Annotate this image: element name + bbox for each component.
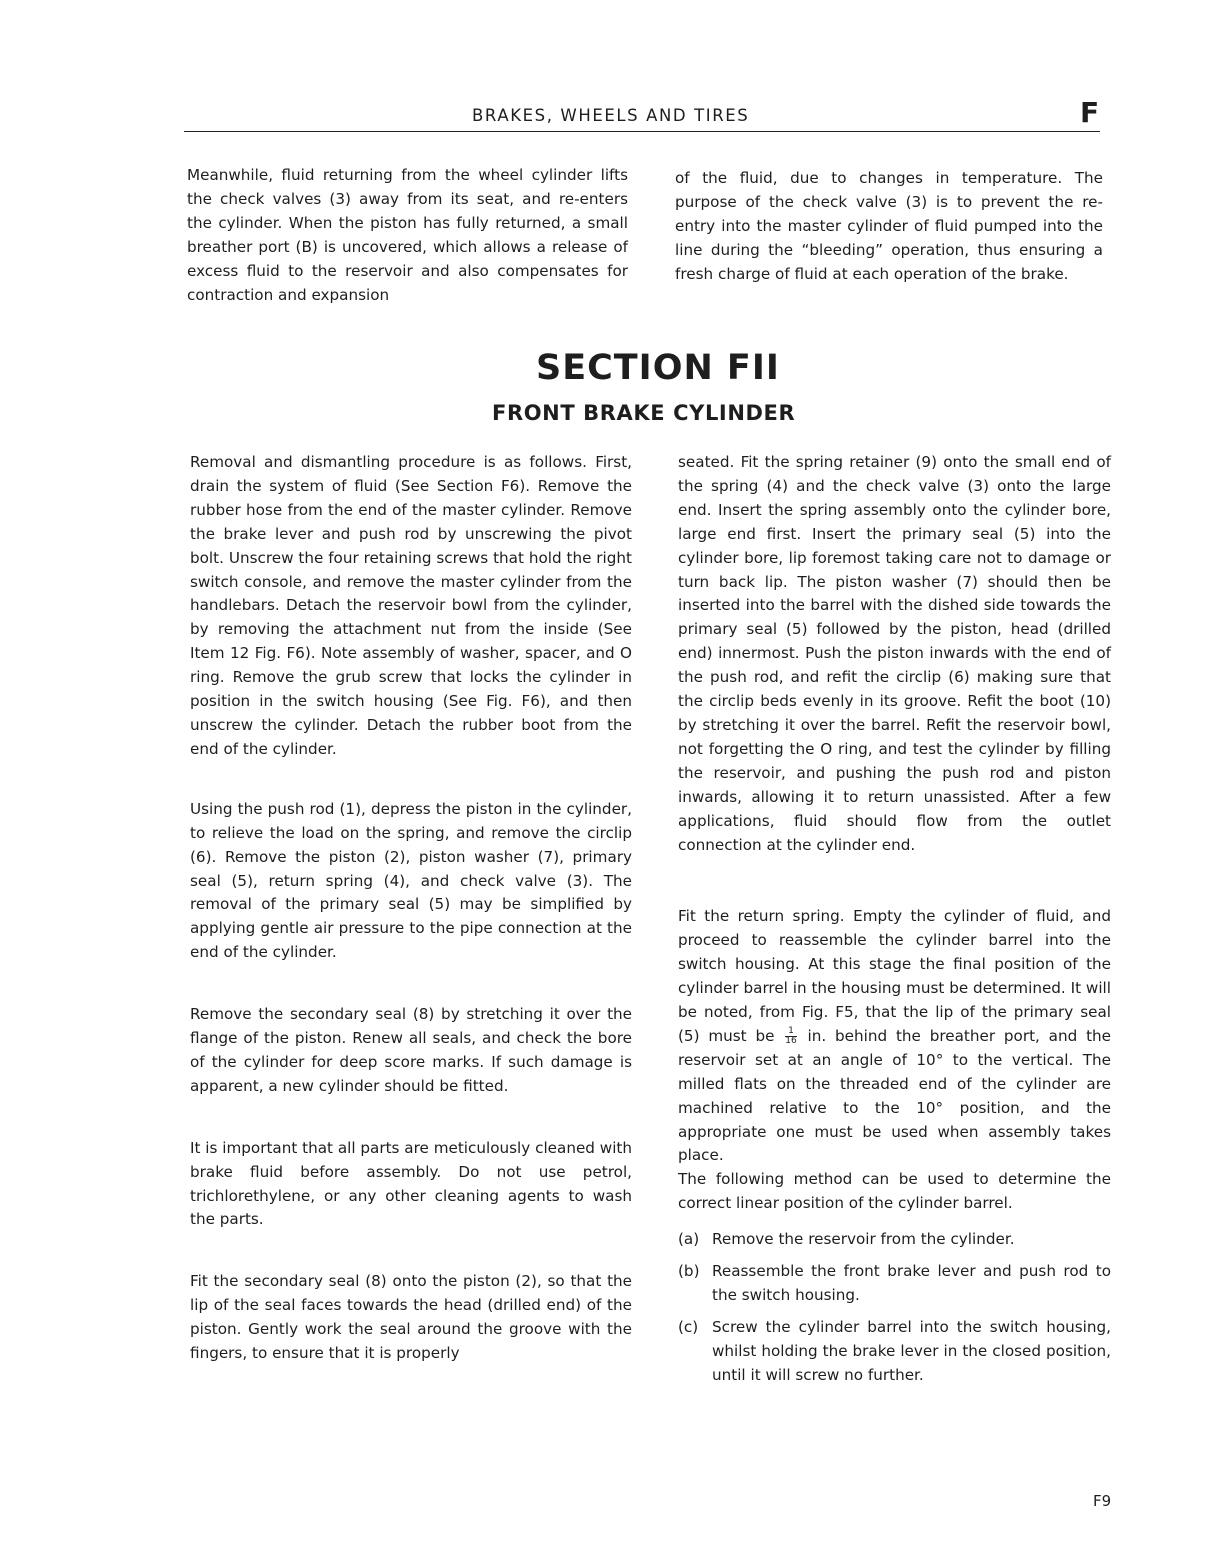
piston-removal-paragraph: Using the push rod (1), depress the piston in the cylinder, to relieve the load on the spring, and remove the circlip (6). Remove the piston (2), piston washer (7), primary seal (5), return spring (4), and check valve (3). The removal of the primary seal (5) may be simplified by applying gentle air pressure to the pipe connection at the end of the cylinder. bbox=[190, 799, 632, 962]
barrel-position-text-after: in. behind the breather port, and the reservoir set at an angle of 10° to the vertical. The milled flats on the threaded end of the cylinder are machined relative to the 10° position, and the appropriate one must be used when assembly takes place. bbox=[678, 1026, 1111, 1165]
method-intro-paragraph: The following method can be used to determine the correct linear position of the cylinder barrel. bbox=[678, 1170, 1111, 1213]
intro-right-column bbox=[675, 167, 1103, 287]
header-rule bbox=[184, 131, 1100, 132]
section-letter: F bbox=[1080, 96, 1100, 129]
reassembly-paragraph: Fit the secondary seal (8) onto the piston (2), so that the lip of the seal faces towards the head (drilled end) of the piston. Gently work the seal around the groove with the fingers, to ensure that it is properly bbox=[190, 1272, 632, 1363]
list-text: Remove the reservoir from the cylinder. bbox=[712, 1230, 1015, 1249]
list-text: Screw the cylinder barrel into the switch housing, whilst holding the brake lever in the closed position, until it will screw no further. bbox=[712, 1317, 1111, 1384]
section-heading: SECTION FII bbox=[536, 348, 780, 388]
list-marker: (a) bbox=[678, 1230, 700, 1249]
reassembly-continued-paragraph: seated. Fit the spring retainer (9) onto the small end of the spring (4) and the check valve (3) onto the large end. Insert the spring assembly onto the cylinder bore, large end first. Insert the primary seal (5) into the cylinder bore, lip foremost taking care not to damage or turn back lip. The piston washer (7) should then be inserted into the barrel with the dished side towards the primary seal (5) followed by the piston, head (drilled end) innermost. Push the piston inwards with the end of the push rod, and refit the circlip (6) making sure that the circlip beds evenly in its groove. Refit the boot (10) by stretching it over the barrel. Refit the reservoir bowl, not forgetting the O ring, and test the cylinder by filling the reservoir, and pushing the push rod and piston inwards, allowing it to return unassisted. After a few applications, fluid should flow from the outlet connection at the cylinder end. bbox=[678, 453, 1111, 854]
list-marker: (b) bbox=[678, 1262, 700, 1281]
list-text: Reassemble the front brake lever and push rod to the switch housing. bbox=[712, 1262, 1111, 1304]
intro-right-paragraph: of the fluid, due to changes in temperature. The purpose of the check valve (3) is to prevent the re-entry into the master cylinder of fluid pumped into the line during the “bleeding” operation, thus ensuring a fresh charge of fluid at each operation of the brake. bbox=[675, 169, 1103, 283]
barrel-position-text-before: Fit the return spring. Empty the cylinder of fluid, and proceed to reassemble the cylinder barrel into the switch housing. At this stage the final position of the cylinder barrel in the housing must be determined. It will be noted, from Fig. F5, that the lip of the primary seal (5) must be bbox=[678, 907, 1111, 1045]
list-marker: (c) bbox=[678, 1317, 699, 1336]
cleaning-paragraph: It is important that all parts are meticulously cleaned with brake fluid before assembly. Do not use petrol, trichlorethylene, or any other cleaning agents to wash the parts. bbox=[190, 1138, 632, 1229]
barrel-position-paragraph bbox=[678, 905, 1111, 1168]
intro-left-paragraph: Meanwhile, fluid returning from the wheel cylinder lifts the check valves (3) away from its seat, and re-enters the cylinder. When the piston has fully returned, a small breather port (B) is uncovered, which allows a release of excess fluid to the reservoir and also compensates for contraction and expansion bbox=[187, 166, 628, 304]
body-right-column bbox=[678, 451, 1111, 1396]
list-item bbox=[678, 1228, 1111, 1252]
list-item bbox=[678, 1260, 1111, 1308]
fraction-denominator: 16 bbox=[785, 1035, 797, 1046]
intro-left-column bbox=[187, 164, 628, 307]
fraction-numerator: 1 bbox=[785, 1027, 796, 1037]
page-number: F9 bbox=[1093, 1492, 1112, 1510]
list-item bbox=[678, 1316, 1111, 1388]
body-left-column bbox=[190, 451, 632, 1366]
running-header-title: BRAKES, WHEELS AND TIRES bbox=[472, 106, 750, 125]
section-subheading: FRONT BRAKE CYLINDER bbox=[492, 401, 796, 425]
fraction-sixteenth bbox=[785, 1027, 796, 1046]
secondary-seal-paragraph: Remove the secondary seal (8) by stretching it over the flange of the piston. Renew all seals, and check the bore of the cylinder for deep score marks. If such damage is apparent, a new cylinder should be fitted. bbox=[190, 1005, 632, 1095]
dismantling-paragraph: Removal and dismantling procedure is as follows. First, drain the system of fluid (See Section F6). Remove the rubber hose from the end of the master cylinder. Remove the brake lever and push rod by unscrewing the pivot bolt. Unscrew the four retaining screws that hold the right switch console, and remove the master cylinder from the handlebars. Detach the reservoir bowl from the cylinder, by removing the attachment nut from the inside (See Item 12 Fig. F6). Note assembly of washer, spacer, and O ring. Remove the grub screw that locks the cylinder in position in the switch housing (See Fig. F6), and then unscrew the cylinder. Detach the rubber boot from the end of the cylinder. bbox=[190, 453, 632, 758]
